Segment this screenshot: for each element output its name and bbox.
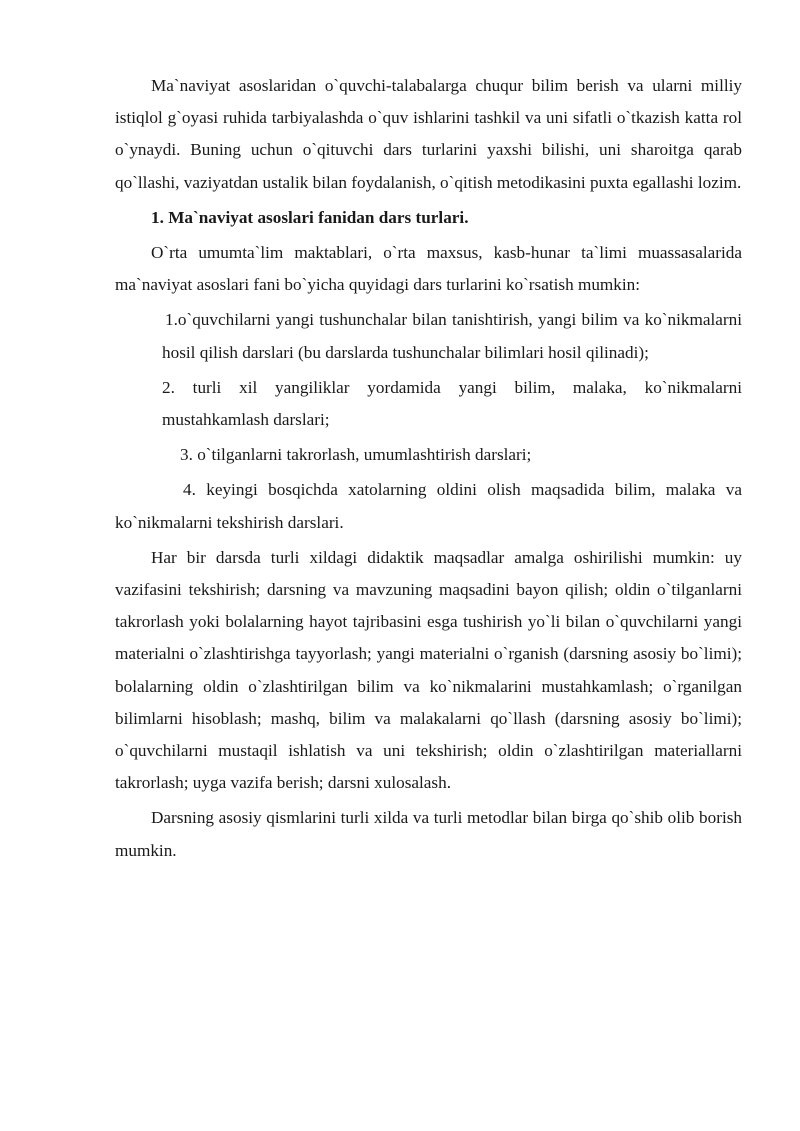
list-item-3: 3. o`tilganlarni takrorlash, umumlashtirish darslari;: [180, 445, 532, 465]
list-item-1: 1.o`quvchilarni yangi tushunchalar bilan tanishtirish, yangi bilim va ko`nikmalarni hosil qilish darslari (bu darslarda tushunchalar bilimlari hosil qilinadi);: [162, 310, 742, 362]
closing-paragraph: Darsning asosiy qismlarini turli xilda va turli metodlar bilan birga qo`shib olib borish mumkin.: [115, 808, 742, 860]
list-item-2: 2. turli xil yangiliklar yordamida yangi bilim, malaka, ko`nikmalarni mustahkamlash darslari;: [162, 377, 742, 430]
didactic-goals-paragraph: Har bir darsda turli xildagi didaktik maqsadlar amalga oshirilishi mumkin: uy vazifasini tekshirish; darsning va mavzuning maqsadini bayon qilish; oldin o`tilganlarni takrorlash yoki bolalarning hayot tajribasini esga tushirish yo`li bilan o`quvchilarni yangi materialni o`zlashtirishga tayyorlash; yangi materialni o`rganish (darsning asosiy bo`limi); bolalarning oldin o`zlashtirilgan bilim va ko`nikmalarini mustahkamlash; o`rganilgan bilimlarni hisoblash; mashq, bilim va malakalarni qo`llash (darsning asosiy bo`limi); o`quvchilarni mustaqil ishlatish va uni tekshirish; oldin o`zlashtirilgan materiallarni takrorlash; uyga vazifa berish; darsni xulosalash.: [115, 547, 742, 793]
lesson-types-intro-paragraph: O`rta umumta`lim maktablari, o`rta maxsus, kasb-hunar ta`limi muassasalarida ma`naviyat asoslari fani bo`yicha quyidagi dars turlarini ko`rsatish mumkin:: [115, 243, 742, 295]
section-heading: 1. Ma`naviyat asoslari fanidan dars turlari.: [151, 207, 469, 227]
intro-paragraph: Ma`naviyat asoslaridan o`quvchi-talabalarga chuqur bilim berish va ularni milliy istiqlol g`oyasi ruhida tarbiyalashda o`quv ishlarini tashkil va uni sifatli o`tkazish katta rol o`ynaydi. Buning uchun o`qituvchi dars turlarini yaxshi bilishi, uni sharoitga qarab qo`llashi, vaziyatdan ustalik bilan foydalanish, o`qitish metodikasini puxta egallashi lozim.: [115, 76, 742, 192]
list-item-4: 4. keyingi bosqichda xatolarning oldini olish maqsadida bilim, malaka va ko`nikmalarni tekshirish darslari.: [115, 480, 742, 532]
document-page: [115, 70, 742, 870]
